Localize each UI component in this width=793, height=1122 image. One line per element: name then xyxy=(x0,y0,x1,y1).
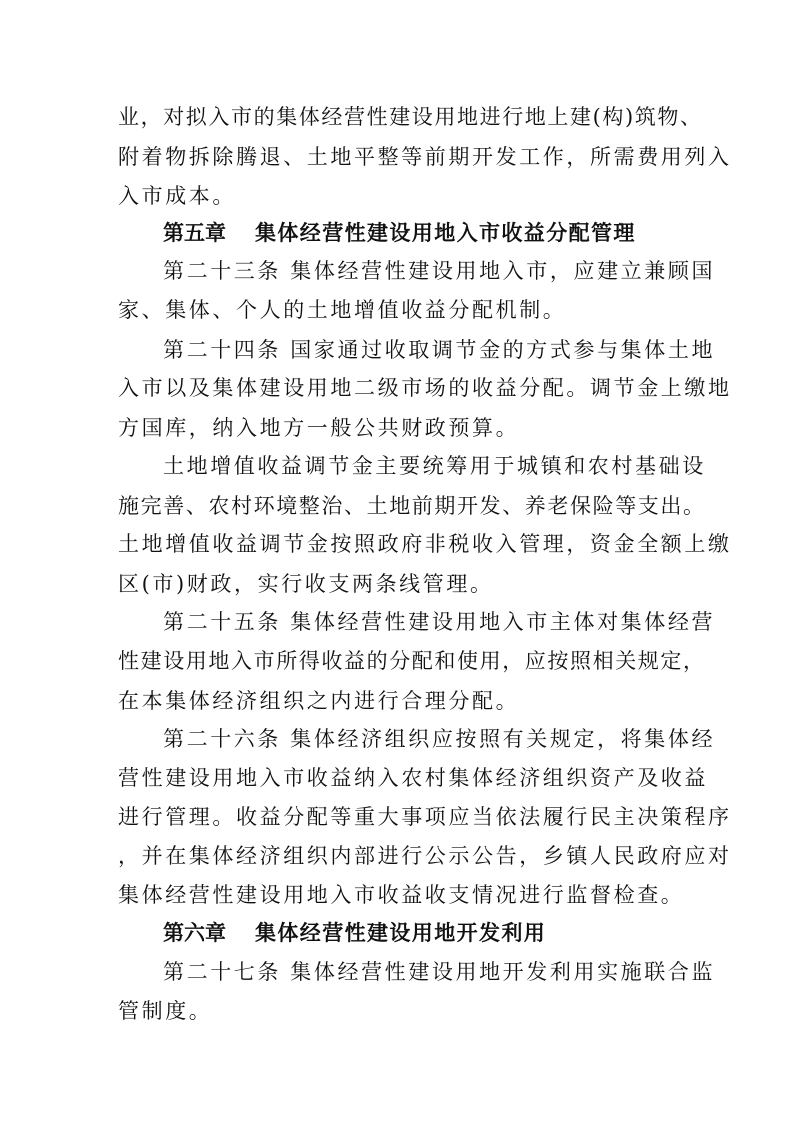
text-line: 入市以及集体建设用地二级市场的收益分配。调节金上缴地 xyxy=(118,376,732,400)
article-24: 第二十四条 国家通过收取调节金的方式参与集体土地 xyxy=(163,338,716,362)
text-line: 区(市)财政，实行收支两条线管理。 xyxy=(118,572,494,596)
text-line: 家、集体、个人的土地增值收益分配机制。 xyxy=(118,298,567,322)
chapter-title: 集体经营性建设用地开发利用 xyxy=(255,921,547,945)
text-line: 性建设用地入市所得收益的分配和使用，应按照相关规定， xyxy=(118,649,706,673)
text-line: 在本集体经济组织之内进行合理分配。 xyxy=(118,689,520,713)
text-line: 业，对拟入市的集体经营性建设用地进行地上建(构)筑物、 xyxy=(118,105,703,129)
paragraph-adjustment-fund: 土地增值收益调节金主要统筹用于城镇和农村基础设 xyxy=(163,454,706,478)
text-line: ，并在集体经济组织内部进行公示公告，乡镇人民政府应对 xyxy=(118,844,732,868)
text-line: 进行管理。收益分配等重大事项应当依法履行民主决策程序 xyxy=(118,805,732,829)
article-26: 第二十六条 集体经济组织应按照有关规定，将集体经 xyxy=(163,727,716,751)
article-27: 第二十七条 集体经营性建设用地开发利用实施联合监 xyxy=(163,960,716,984)
chapter-heading-6 xyxy=(163,918,546,948)
text-line: 附着物拆除腾退、土地平整等前期开发工作，所需费用列入 xyxy=(118,145,732,169)
text-line: 方国库，纳入地方一般公共财政预算。 xyxy=(118,416,520,440)
chapter-number: 第六章 xyxy=(163,921,226,945)
text-line: 营性建设用地入市收益纳入农村集体经济组织资产及收益 xyxy=(118,766,708,790)
text-line: 入市成本。 xyxy=(118,184,236,208)
chapter-title: 集体经营性建设用地入市收益分配管理 xyxy=(255,221,636,245)
text-line: 管制度。 xyxy=(118,999,213,1023)
text-line: 集体经营性建设用地入市收益收支情况进行监督检查。 xyxy=(118,883,685,907)
chapter-number: 第五章 xyxy=(163,221,226,245)
article-23: 第二十三条 集体经营性建设用地入市，应建立兼顾国 xyxy=(163,259,716,283)
text-line: 施完善、农村环境整治、土地前期开发、养老保险等支出。 xyxy=(118,494,706,518)
chapter-heading-5 xyxy=(163,218,636,248)
article-25: 第二十五条 集体经营性建设用地入市主体对集体经营 xyxy=(163,610,716,634)
text-line: 土地增值收益调节金按照政府非税收入管理，资金全额上缴 xyxy=(118,532,732,556)
